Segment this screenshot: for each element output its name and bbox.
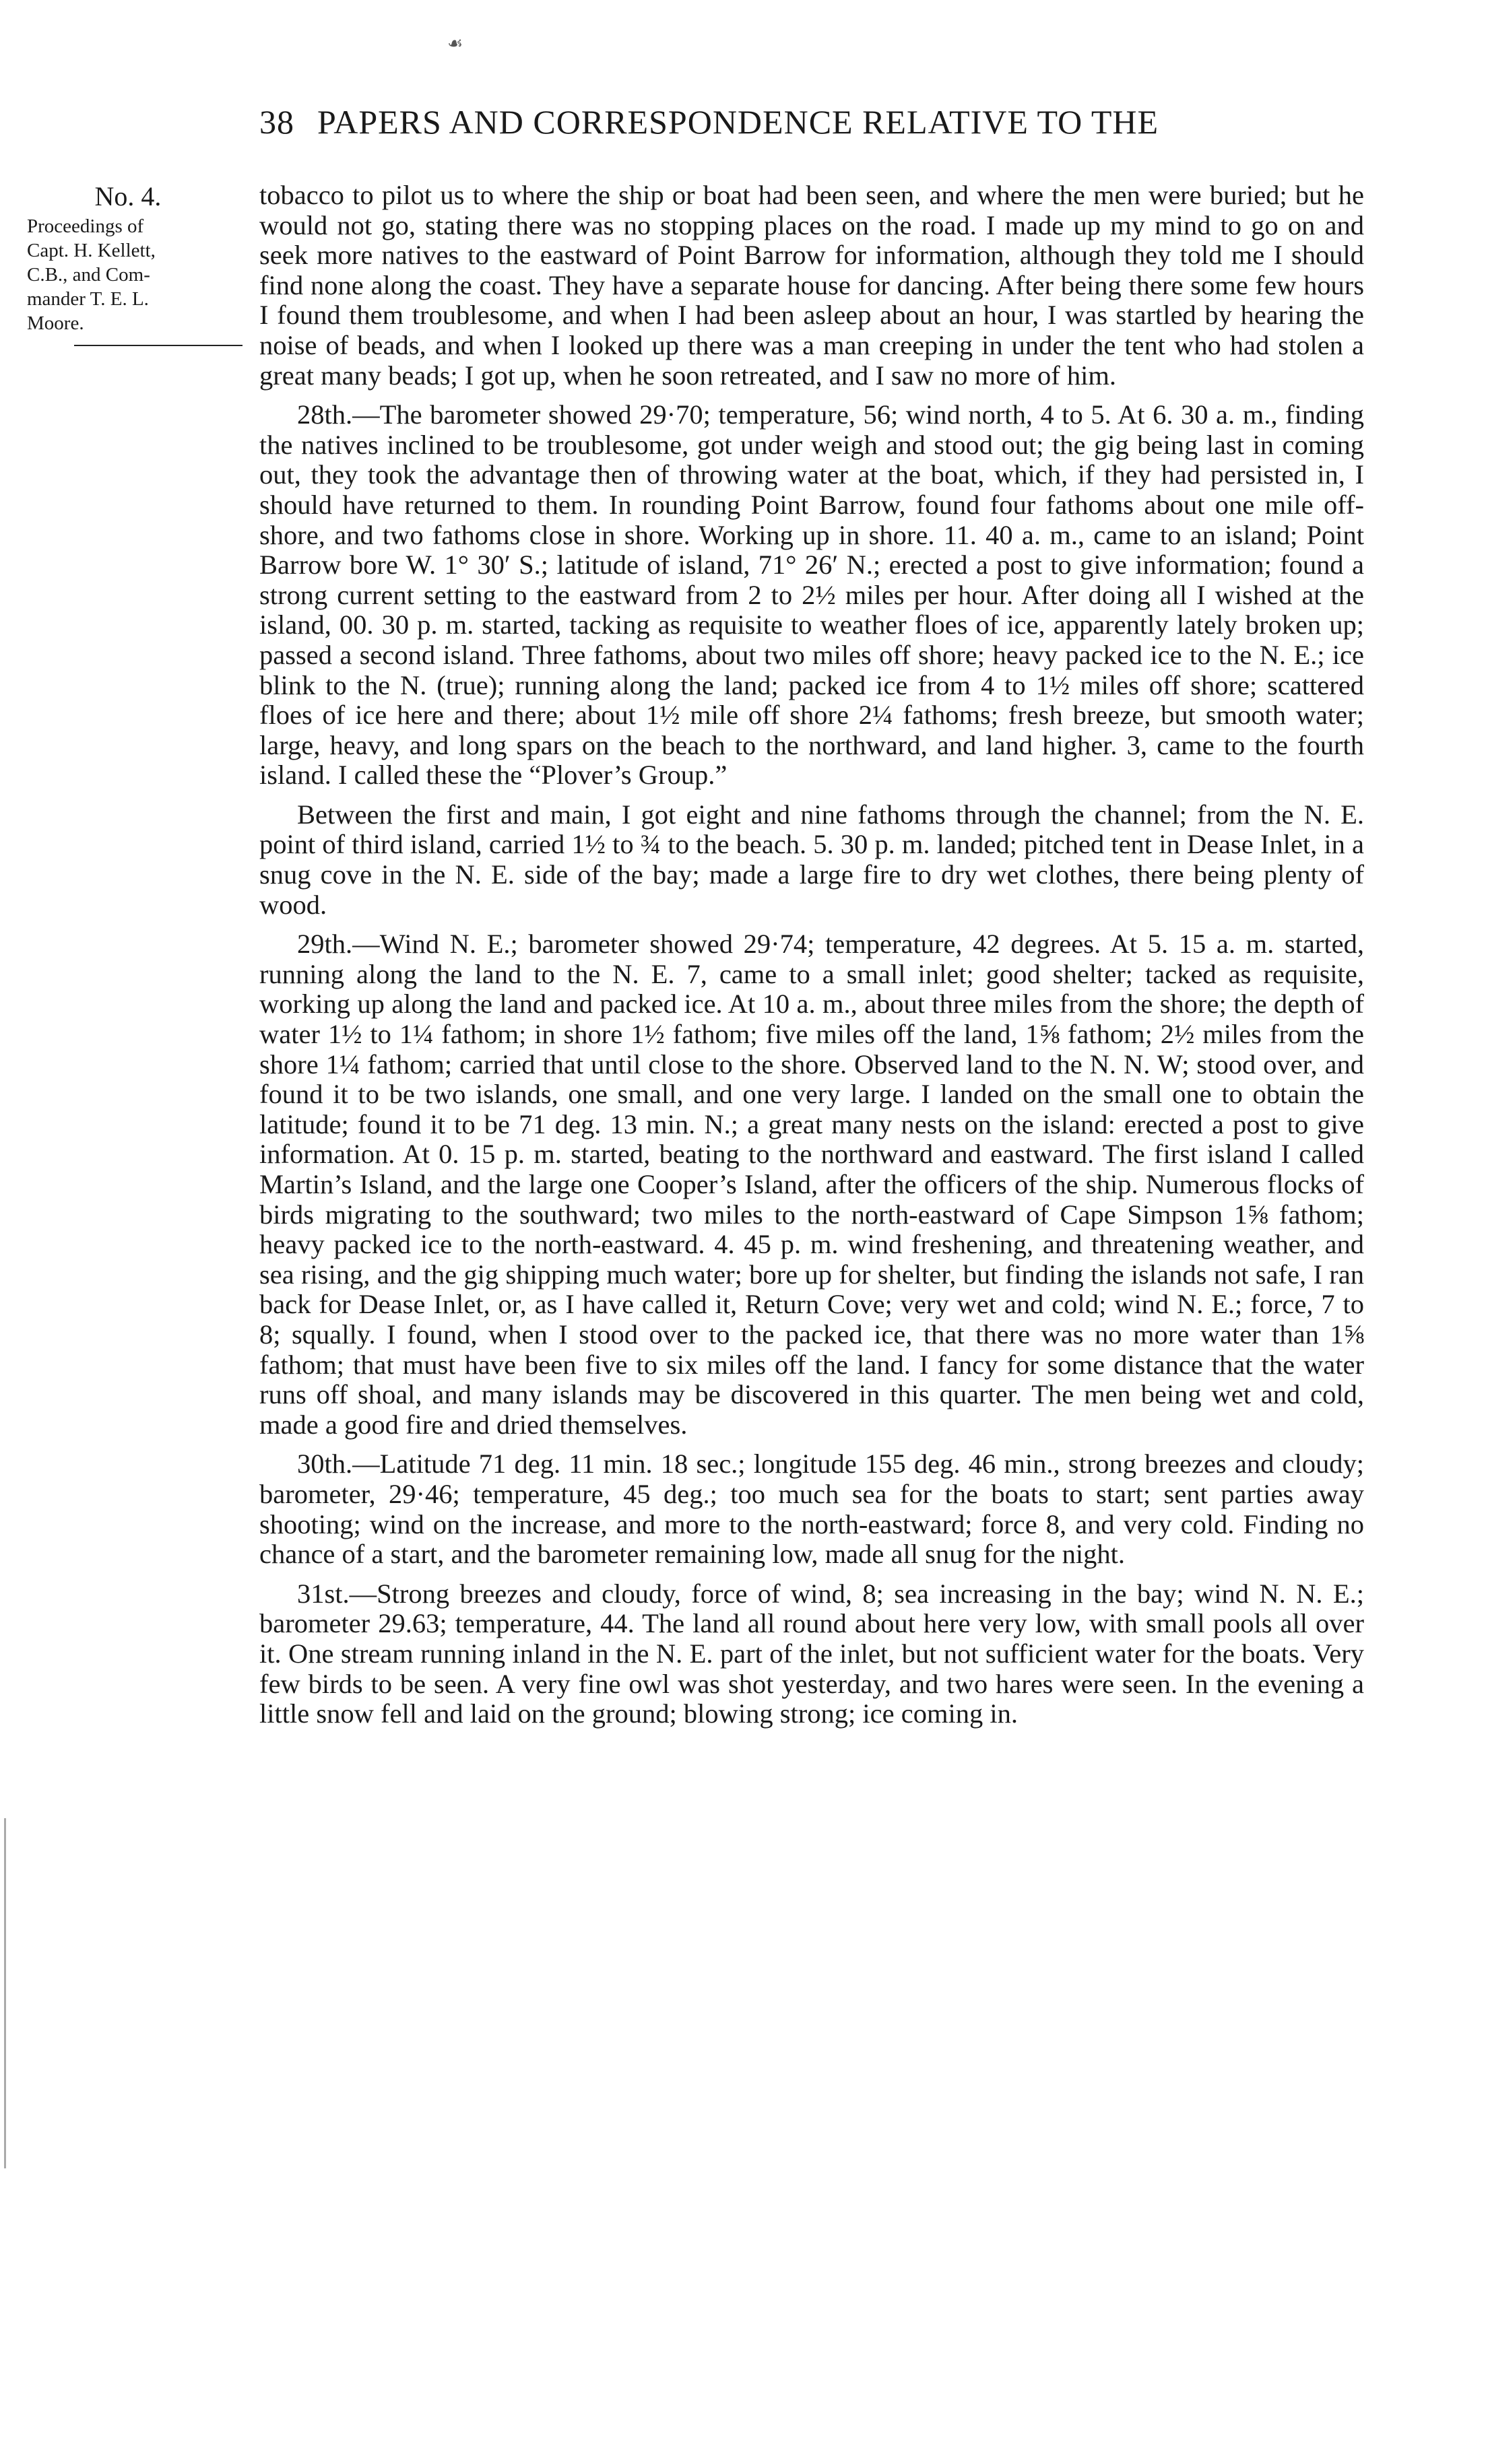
caption-line: Proceedings of bbox=[27, 215, 144, 237]
caption-line: Capt. H. Kellett, bbox=[27, 240, 156, 261]
page-number: 38 bbox=[259, 103, 294, 141]
paragraph-31st: 31st.—Strong breezes and cloudy, force of wind, 8; sea increasing in the bay; wind N. N. E.; barometer 29.63; temperature, 44. The land all round about here very low, with small pools all over it. One stream running inland in the N. E. part of the inlet, but not sufficient water for the boats. Very few birds to be seen. A very fine owl was shot yesterday, and two hares were seen. In the evening a little snow fell and laid on the ground; blowing strong; ice coming in. bbox=[259, 1578, 1364, 1729]
margin-divider bbox=[74, 345, 243, 346]
paragraph-29th: 29th.—Wind N. E.; barometer showed 29·74; temperature, 42 degrees. At 5. 15 a. m. started, running along the land to the N. E. 7, came to a small inlet; good shelter; tacked as requisite, working up along the land and packed ice. At 10 a. m., about three miles from the shore; the depth of water 1½ to 1¼ fathom; in shore 1½ fathom; five miles off the land, 1⅝ fathom; 2½ miles from the shore 1¼ fathom; carried that until close to the shore. Observed land to the N. N. W; stood over, and found it to be two islands, one small, and one very large. I landed on the small one to obtain the latitude; found it to be 71 deg. 13 min. N.; a great many nests on the island: erected a post to give information. At 0. 15 p. m. started, beating to the northward and eastward. The first island I called Martin’s Island, and the large one Cooper’s Island, after the officers of the ship. Numerous flocks of birds migrating to the southward; two miles to the north-eastward of Cape Simpson 1⅝ fathom; heavy packed ice to the north-eastward. 4. 45 p. m. wind freshening, and threatening weather, and sea rising, and the gig shipping much water; bore up for shelter, but finding the islands not safe, I ran back for Dease Inlet, or, as I have called it, Return Cove; very wet and cold; wind N. E.; force, 7 to 8; squally. I found, when I stood over to the packed ice, that there was no more water than 1⅝ fathom; that must have been five to six miles off the land. I fancy for some distance that the water runs off shoal, and many islands may be discovered in this quarter. The men being wet and cold, made a good fire and dried themselves. bbox=[259, 929, 1364, 1440]
paragraph-30th: 30th.—Latitude 71 deg. 11 min. 18 sec.; longitude 155 deg. 46 min., strong breezes and cloudy; barometer, 29·46; temperature, 45 deg.; too much sea for the boats to start; sent parties away shooting; wind on the increase, and more to the north-eastward; force 8, and very cold. Finding no chance of a start, and the barometer remaining low, made all snug for the night. bbox=[259, 1449, 1364, 1570]
running-title: PAPERS AND CORRESPONDENCE RELATIVE TO THE bbox=[317, 103, 1159, 141]
paragraph-continuation: tobacco to pilot us to where the ship or boat had been seen, and where the men were buried; but he would not go, stating there was no stopping places on the road. I made up my mind to go on and seek more natives to the eastward of Point Barrow for information, although they told me I should find none along the coast. They have a separate house for dancing. After being there some few hours I found them troublesome, and when I had been asleep about an hour, I was startled by hearing the noise of beads, and when I looked up there was a man creeping in under the tent who had stolen a great many beads; I got up, when he soon retreated, and I saw no more of him. bbox=[259, 180, 1364, 391]
paragraph-channel: Between the first and main, I got eight and nine fathoms through the channel; from the N. E. point of third island, carried 1½ to ¾ to the beach. 5. 30 p. m. landed; pitched tent in Dease Inlet, in a snug cove in the N. E. side of the bay; made a large fire to dry wet clothes, there being plenty of wood. bbox=[259, 799, 1364, 920]
caption-line: mander T. E. L. bbox=[27, 288, 149, 310]
scan-edge-mark bbox=[4, 1818, 6, 2168]
caption-line: C.B., and Com- bbox=[27, 264, 150, 286]
document-caption bbox=[27, 214, 249, 335]
margin-note bbox=[27, 180, 249, 346]
running-header bbox=[259, 102, 1364, 149]
document-number: No. 4. bbox=[94, 181, 162, 211]
paragraph-28th: 28th.—The barometer showed 29·70; temperature, 56; wind north, 4 to 5. At 6. 30 a. m., finding the natives inclined to be troublesome, got under weigh and stood out; the gig being last in coming out, they took the advantage then of throwing water at the boat, which, if they had persisted in, I should have returned to them. In rounding Point Barrow, found four fathoms about one mile off-shore, and two fathoms close in shore. Working up in shore. 11. 40 a. m., came to an island; Point Barrow bore W. 1° 30′ S.; latitude of island, 71° 26′ N.; erected a post to give information; found a strong current setting to the eastward from 2 to 2½ miles per hour. After doing all I wished at the island, 00. 30 p. m. started, tacking as requisite to weather floes of ice, apparently lately broken up; passed a second island. Three fathoms, about two miles off shore; heavy packed ice to the N. E.; ice blink to the N. (true); running along the land; packed ice from 4 to 1½ miles off shore; scattered floes of ice here and there; about 1½ mile off shore 2¼ fathoms; fresh breeze, but smooth water; large, heavy, and long spars on the beach to the northward, and land higher. 3, came to the fourth island. I called these the “Plover’s Group.” bbox=[259, 399, 1364, 791]
printer-ornament: ☙ bbox=[447, 34, 463, 53]
journal-body bbox=[259, 180, 1364, 1739]
caption-line: Moore. bbox=[27, 312, 84, 334]
